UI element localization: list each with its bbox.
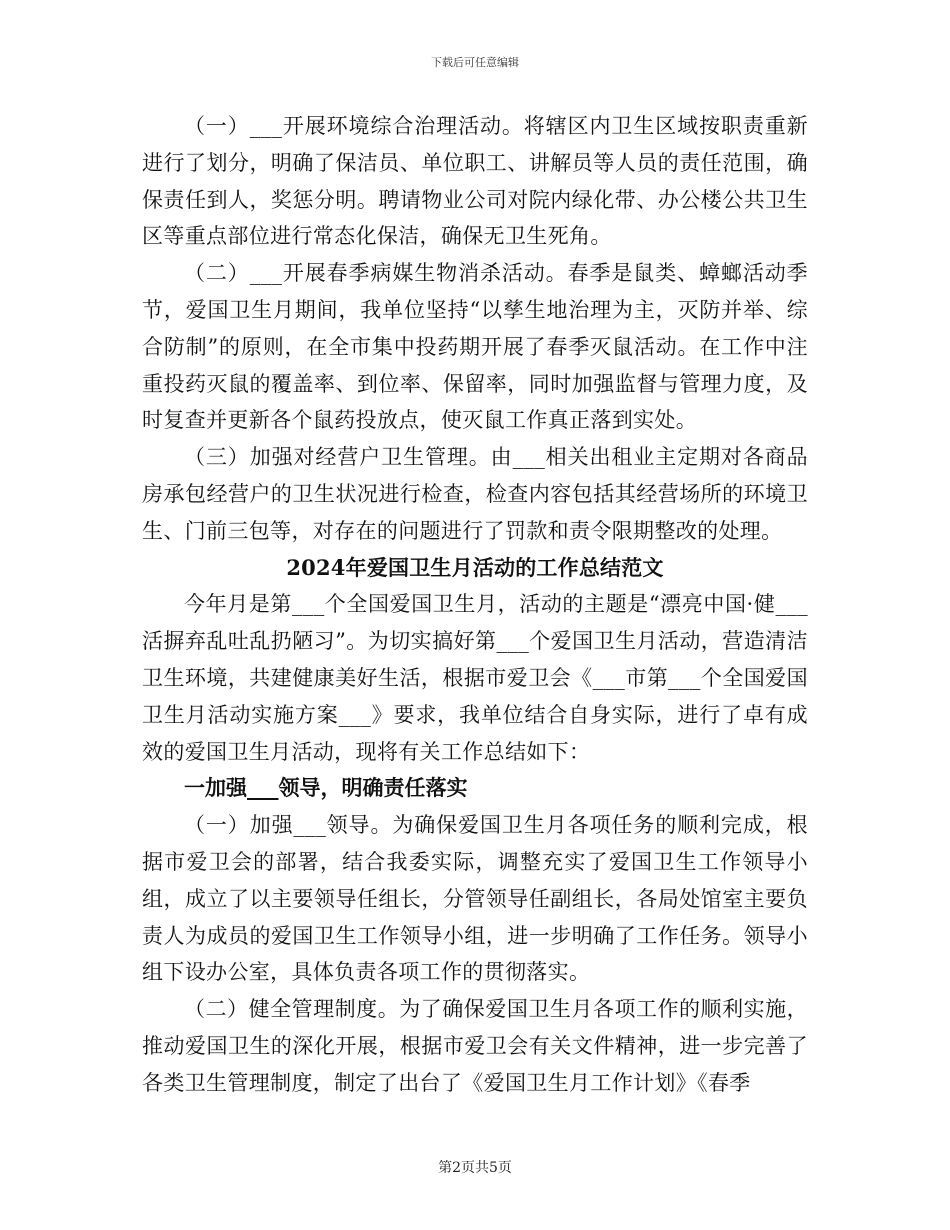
paragraph-leadership: （一）加强___领导。为确保爱国卫生月各项任务的顺利完成，根据市爱卫会的部署，结合我委实际，调整充实了爱国卫生工作领导小组，成立了以主要领导任组长，分管领导任副组长，各局处馆室主要负责人为成员的爱国卫生工作领导小组，进一步明确了工作任务。领导小组下设办公室，具体负责各项工作的贯彻落实。 [142,813,808,985]
paragraph-intro: 今年月是第___个全国爱国卫生月，活动的主题是“漂亮中国·健___活摒弃乱吐乱扔陋习”。为切实搞好第___个爱国卫生月活动，营造清洁卫生环境，共建健康美好生活，根据市爱卫会《___市第___个全国爱国卫生月活动实施方案___》要求，我单位结合自身实际，进行了卓有成效的爱国卫生月活动，现将有关工作总结如下： [142,592,808,764]
paragraph-environment-governance: （一）___开展环境综合治理活动。将辖区内卫生区域按职责重新进行了划分，明确了保洁员、单位职工、讲解员等人员的责任范围，确保责任到人，奖惩分明。聘请物业公司对院内绿化带、办公楼公共卫生区等重点部位进行常态化保洁，确保无卫生死角。 [142,114,808,249]
paragraph-merchant-hygiene: （三）加强对经营户卫生管理。由___相关出租业主定期对各商品房承包经营户的卫生状况进行检查，检查内容包括其经营场所的环境卫生、门前三包等，对存在的问题进行了罚款和责令限期整改的处理。 [142,445,808,543]
section-heading: 一加强___领导，明确责任落实 [184,775,468,801]
page-footer: 第2页共5页 [438,1160,512,1176]
paragraph-management-system: （二）健全管理制度。为了确保爱国卫生月各项工作的顺利实施，推动爱国卫生的深化开展，根据市爱卫会有关文件精神，进一步完善了各类卫生管理制度，制定了出台了《爱国卫生月工作计划》《春季 [142,997,808,1095]
document-title: 2024年爱国卫生月活动的工作总结范文 [286,554,664,580]
document-body [142,108,808,1102]
page-header-note: 下载后可任意编辑 [431,56,519,69]
paragraph-spring-vector-control: （二）___开展春季病媒生物消杀活动。春季是鼠类、蟑螂活动季节，爱国卫生月期间，我单位坚持“以孳生地治理为主，灭防并举、综合防制”的原则，在全市集中投药期开展了春季灭鼠活动。在工作中注重投药灭鼠的覆盖率、到位率、保留率，同时加强监督与管理力度，及时复查并更新各个鼠药投放点，使灭鼠工作真正落到实处。 [142,261,808,433]
